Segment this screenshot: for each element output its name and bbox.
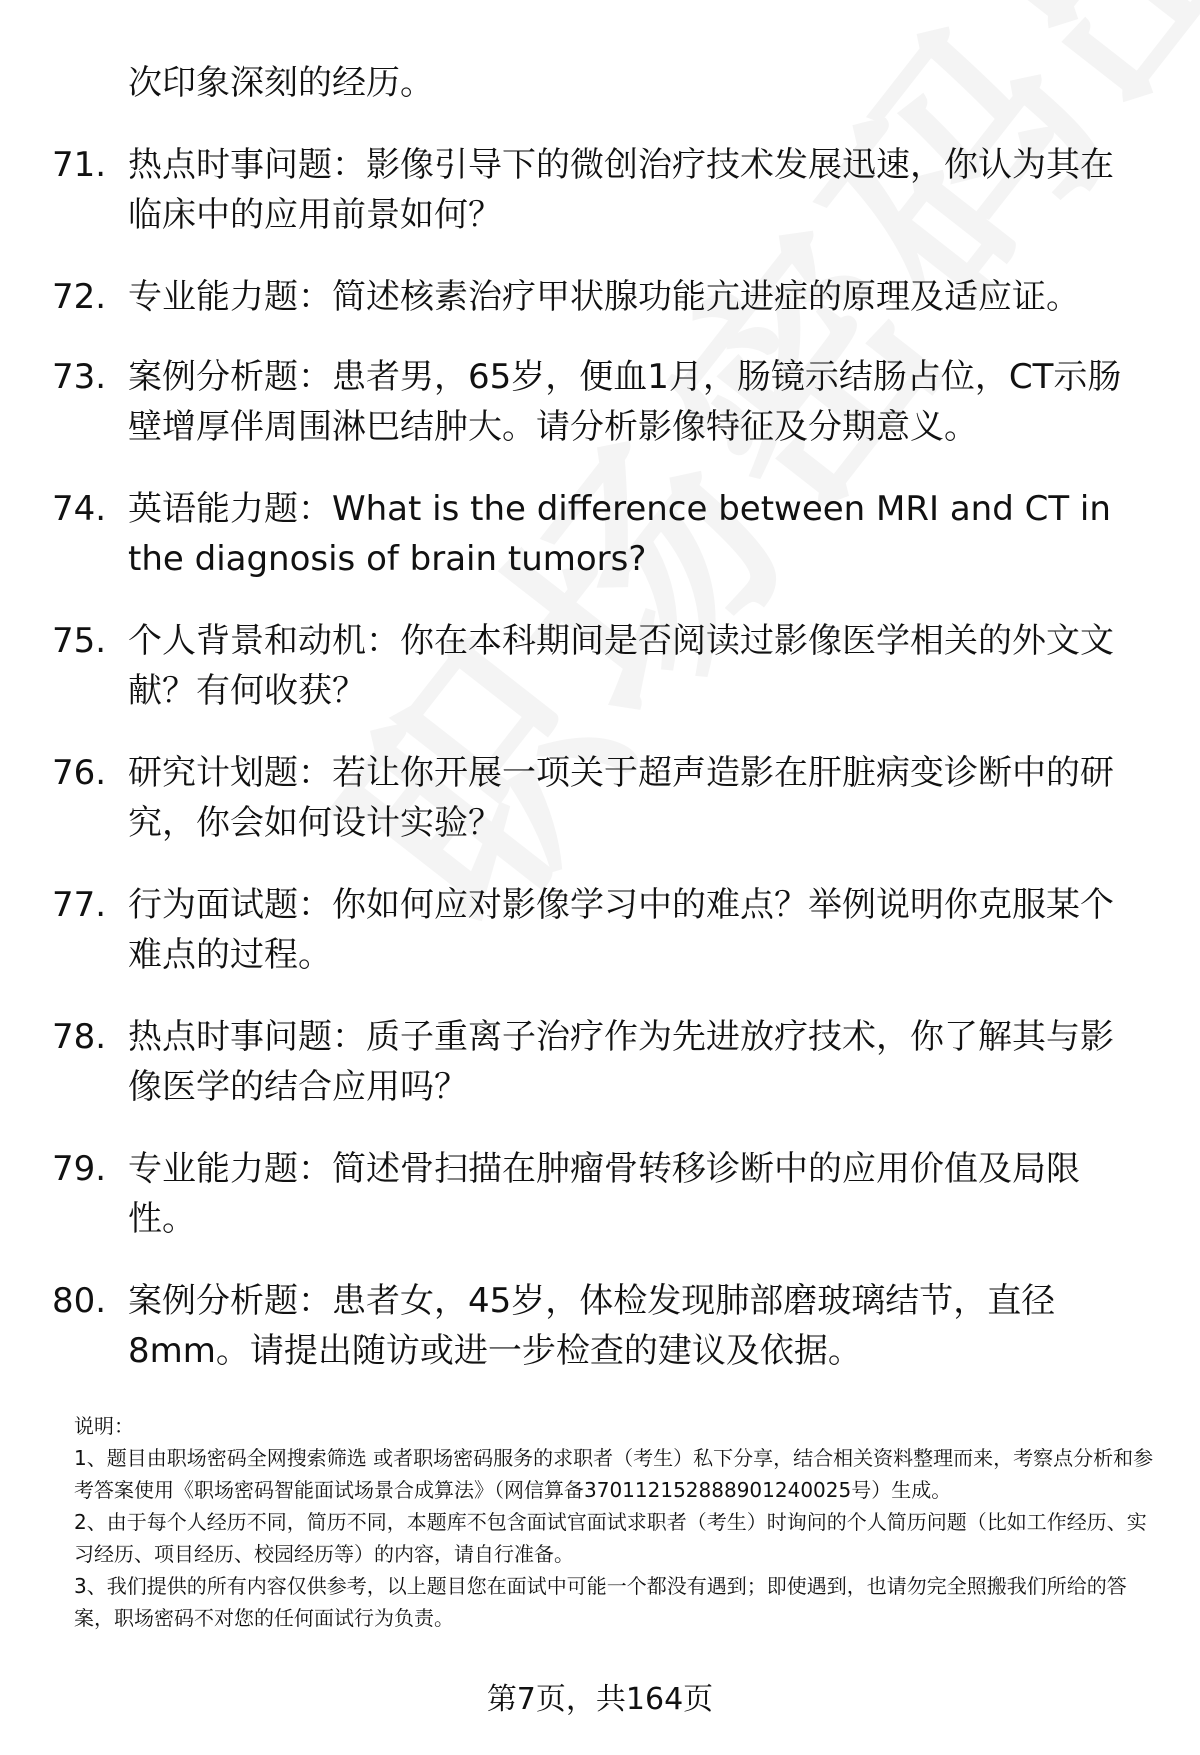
- question-item: [0, 272, 1200, 352]
- question-item: [0, 880, 1200, 1012]
- question-text: 专业能力题：简述骨扫描在肿瘤骨转移诊断中的应用价值及局限性。: [128, 1149, 1080, 1239]
- note-item: 1、题目由职场密码全网搜索筛选 或者职场密码服务的求职者（考生）私下分享，结合相关资料整理而来，考察点分析和参考答案使用《职场密码智能面试场景合成算法》（网信算备370112152888901240025号）生成。: [74, 1446, 1154, 1502]
- question-list: [0, 140, 1200, 1408]
- question-text: 专业能力题：简述核素治疗甲状腺功能亢进症的原理及适应证。: [128, 277, 1080, 317]
- question-number: 79.: [52, 1149, 107, 1189]
- question-number: 73.: [52, 357, 107, 397]
- question-text: 案例分析题：患者男，65岁，便血1月，肠镜示结肠占位，CT示肠壁增厚伴周围淋巴结肿大。请分析影像特征及分期意义。: [128, 357, 1122, 447]
- question-number: 72.: [52, 277, 107, 317]
- notes-section: [74, 1410, 1154, 1634]
- question-item: [0, 1144, 1200, 1276]
- question-item: [0, 748, 1200, 880]
- question-text: 热点时事问题：质子重离子治疗作为先进放疗技术，你了解其与影像医学的结合应用吗？: [128, 1017, 1114, 1107]
- notes-heading: 说明：: [74, 1414, 134, 1438]
- question-text: 英语能力题：What is the difference between MRI and CT in the diagnosis of brain tumors?: [128, 489, 1111, 579]
- question-item: [0, 140, 1200, 272]
- question-number: 75.: [52, 621, 107, 661]
- question-text: 个人背景和动机：你在本科期间是否阅读过影像医学相关的外文文献？有何收获？: [128, 621, 1114, 711]
- question-text: 案例分析题：患者女，45岁，体检发现肺部磨玻璃结节，直径8mm。请提出随访或进一步检查的建议及依据。: [128, 1281, 1056, 1371]
- question-number: 74.: [52, 489, 107, 529]
- page-number: 第7页，共164页: [486, 1682, 714, 1717]
- question-number: 76.: [52, 753, 107, 793]
- question-item: [0, 1276, 1200, 1408]
- question-text: 研究计划题：若让你开展一项关于超声造影在肝脏病变诊断中的研究，你会如何设计实验？: [128, 753, 1114, 843]
- note-item: 3、我们提供的所有内容仅供参考，以上题目您在面试中可能一个都没有遇到；即使遇到，也请勿完全照搬我们所给的答案，职场密码不对您的任何面试行为负责。: [74, 1574, 1127, 1630]
- question-item: [0, 484, 1200, 616]
- question-text: 行为面试题：你如何应对影像学习中的难点？举例说明你克服某个难点的过程。: [128, 885, 1114, 975]
- continuation-text: 次印象深刻的经历。: [128, 63, 434, 103]
- question-number: 78.: [52, 1017, 107, 1057]
- question-number: 80.: [52, 1281, 107, 1321]
- question-number: 71.: [52, 145, 107, 185]
- question-number: 77.: [52, 885, 107, 925]
- question-text: 热点时事问题：影像引导下的微创治疗技术发展迅速，你认为其在临床中的应用前景如何？: [128, 145, 1114, 235]
- question-item: [0, 616, 1200, 748]
- question-item: [0, 1012, 1200, 1144]
- note-item: 2、由于每个人经历不同，简历不同，本题库不包含面试官面试求职者（考生）时询问的个人简历问题（比如工作经历、实习经历、项目经历、校园经历等）的内容，请自行准备。: [74, 1510, 1147, 1566]
- question-item: [0, 352, 1200, 484]
